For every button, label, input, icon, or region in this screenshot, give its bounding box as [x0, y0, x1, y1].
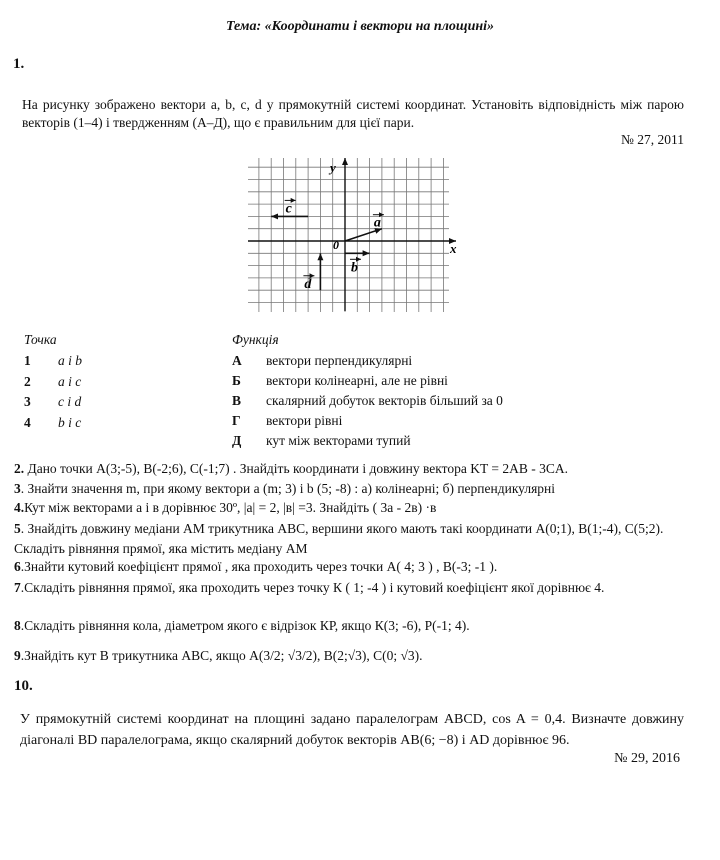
vector-label-c: c: [285, 201, 292, 217]
option-item: В скалярний добуток векторів більший за 0: [232, 393, 503, 408]
task-7: 7.Складіть рівняння прямої, яка проходить через точку К ( 1; -4 ) і кутовий коефіцієнт якої дорівнює 4.: [14, 580, 605, 595]
task-5: 5. Знайдіть довжину медіани АМ трикутника АВС, вершини якого мають такі координати А(0;1), В(1;-4), С(5;2). Складіть рівняння прямої, яка містить медіану АМ: [14, 521, 664, 556]
task-10-text-body: У прямокутній системі координат на площині задано паралелограм ABCD, cos A = 0,4. Визначте довжину діагоналі BD паралелограма, якщо скалярний добуток векторів AB(6; −8) і AD дорівнює 96.: [20, 712, 684, 748]
pair-item: 3 c і d: [24, 394, 82, 409]
coordinate-graph: [244, 152, 470, 316]
option-item: А вектори перпендикулярні: [232, 353, 413, 368]
vector-label-d: d: [304, 276, 312, 292]
vector-label-b: b: [351, 260, 358, 276]
task-2: 2. Дано точки A(3;-5), B(-2;6), C(-1;7) . Знайдіть координати і довжину вектора KT = 2AB - 3CA.: [14, 461, 569, 476]
x-axis-label: x: [450, 241, 457, 256]
options-list: [232, 351, 503, 451]
task-6: 6.Знайти кутовий коефіцієнт прямої , яка проходить через точки А( 4; 3 ) , В(-3; -1 ).: [14, 559, 498, 574]
task-3: 3. Знайти значення m, при якому вектори a (m; 3) і b (5; -8) : а) колінеарні; б) перпендикулярні: [14, 481, 556, 496]
graph-grid: [248, 158, 449, 312]
task-1-number: 1.: [13, 56, 25, 72]
pair-item: 4 b і c: [24, 414, 82, 430]
option-item: Г вектори рівні: [232, 413, 343, 428]
left-column-header: Точка: [24, 332, 57, 347]
pair-item: 2 a і c: [24, 373, 82, 389]
task-10-text: [20, 709, 684, 751]
task-1-text-body: На рисунку зображено вектори a, b, c, d у прямокутній системі координат. Установіть відповідність між парою векторів (1–4) і твердженням (А–Д), що є правильним для цієї пари.: [22, 97, 684, 130]
right-column-header: Функція: [232, 332, 279, 347]
option-item: Б вектори колінеарні, але не рівні: [232, 373, 448, 388]
task-10-source: № 29, 2016: [614, 751, 680, 766]
page-title: Тема: «Координати і вектори на площині»: [225, 19, 495, 34]
task-1-source: № 27, 2011: [620, 132, 684, 147]
origin-label: 0: [333, 238, 339, 252]
task-10-number: 10.: [14, 678, 33, 694]
vector-label-a: a: [373, 215, 381, 231]
task-4: 4.Кут між векторами a і в дорівнює 30º, |a| = 2, |в| =3. Знайдіть ( 3a - 2в) ·в: [14, 500, 437, 515]
task-8: 8.Складіть рівняння кола, діаметром якого є відрізок КР, якщо К(3; -6), Р(-1; 4).: [14, 618, 470, 633]
task-1-text: [22, 96, 684, 132]
y-axis-label: y: [330, 160, 336, 175]
task-9: 9.Знайдіть кут В трикутника АВС, якщо А(3/2; √3/2), В(2;√3), С(0; √3).: [14, 648, 423, 663]
pairs-list: [24, 351, 82, 433]
option-item: Д кут між векторами тупий: [232, 433, 411, 448]
pair-item: 1 a і b: [24, 353, 83, 368]
